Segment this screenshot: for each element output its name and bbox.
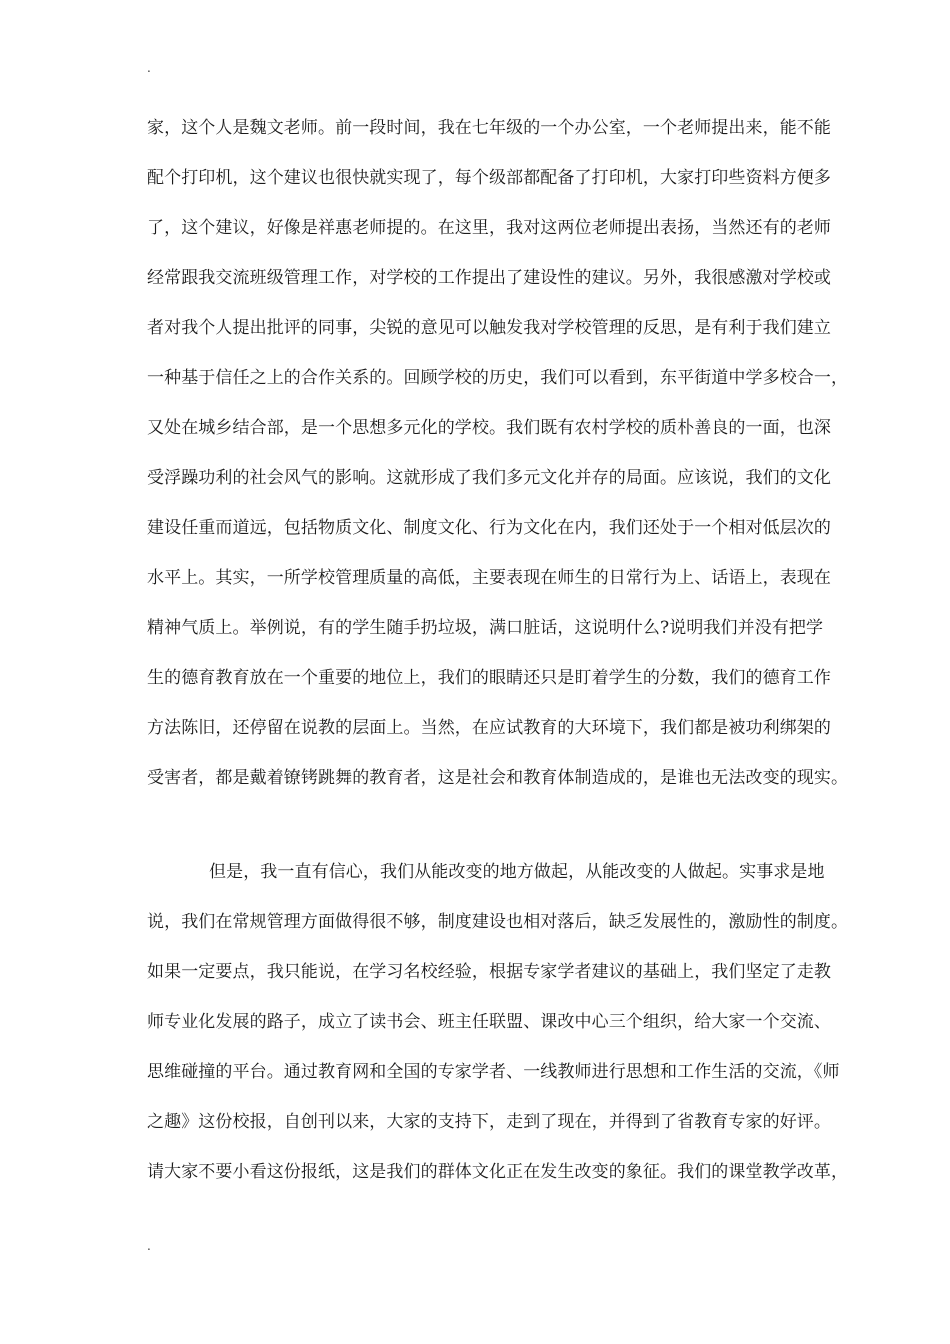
text-line: 方法陈旧，还停留在说教的层面上。当然，在应试教育的大环境下，我们都是被功利绑架的 (147, 718, 831, 738)
header-mark: . (147, 61, 151, 75)
text-line: 说，我们在常规管理方面做得很不够，制度建设也相对落后，缺乏发展性的，激励性的制度。 (147, 912, 849, 932)
text-line: 一种基于信任之上的合作关系的。回顾学校的历史，我们可以看到，东平街道中学多校合一， (147, 368, 849, 388)
text-line: 生的德育教育放在一个重要的地位上，我们的眼睛还只是盯着学生的分数，我们的德育工作 (147, 668, 831, 688)
text-line: 又处在城乡结合部，是一个思想多元化的学校。我们既有农村学校的质朴善良的一面，也深 (147, 418, 831, 438)
text-line: 精神气质上。举例说，有的学生随手扔垃圾，满口脏话，这说明什么?说明我们并没有把学 (147, 618, 824, 638)
text-line: 受害者，都是戴着镣铐跳舞的教育者，这是社会和教育体制造成的，是谁也无法改变的现实。 (147, 768, 849, 788)
text-line: 建设任重而道远，包括物质文化、制度文化、行为文化在内，我们还处于一个相对低层次的 (147, 518, 831, 538)
text-line: 配个打印机，这个建议也很快就实现了，每个级部都配备了打印机，大家打印些资料方便多 (147, 168, 831, 188)
text-line: 思维碰撞的平台。通过教育网和全国的专家学者、一线教师进行思想和工作生活的交流，《师 (147, 1062, 840, 1082)
text-line: 经常跟我交流班级管理工作，对学校的工作提出了建设性的建议。另外，我很感激对学校或 (147, 268, 831, 288)
text-line: 请大家不要小看这份报纸，这是我们的群体文化正在发生改变的象征。我们的课堂教学改革， (147, 1162, 849, 1182)
text-line: 如果一定要点，我只能说，在学习名校经验，根据专家学者建议的基础上，我们坚定了走教 (147, 962, 831, 982)
footer-mark: . (147, 1239, 151, 1253)
text-line: 受浮躁功利的社会风气的影响。这就形成了我们多元文化并存的局面。应该说，我们的文化 (147, 468, 831, 488)
text-line: 之趣》这份校报，自创刊以来，大家的支持下，走到了现在，并得到了省教育专家的好评。 (147, 1112, 831, 1132)
text-line: 者对我个人提出批评的同事，尖锐的意见可以触发我对学校管理的反思，是有利于我们建立 (147, 318, 831, 338)
text-line: 水平上。其实，一所学校管理质量的高低，主要表现在师生的日常行为上、话语上，表现在 (147, 568, 831, 588)
text-line: 家，这个人是魏文老师。前一段时间，我在七年级的一个办公室，一个老师提出来，能不能 (147, 118, 831, 138)
text-line: 但是，我一直有信心，我们从能改变的地方做起，从能改变的人做起。实事求是地 (209, 862, 825, 882)
text-line: 了，这个建议，好像是祥惠老师提的。在这里，我对这两位老师提出表扬，当然还有的老师 (147, 218, 831, 238)
text-line: 师专业化发展的路子，成立了读书会、班主任联盟、课改中心三个组织，给大家一个交流、 (147, 1012, 831, 1032)
